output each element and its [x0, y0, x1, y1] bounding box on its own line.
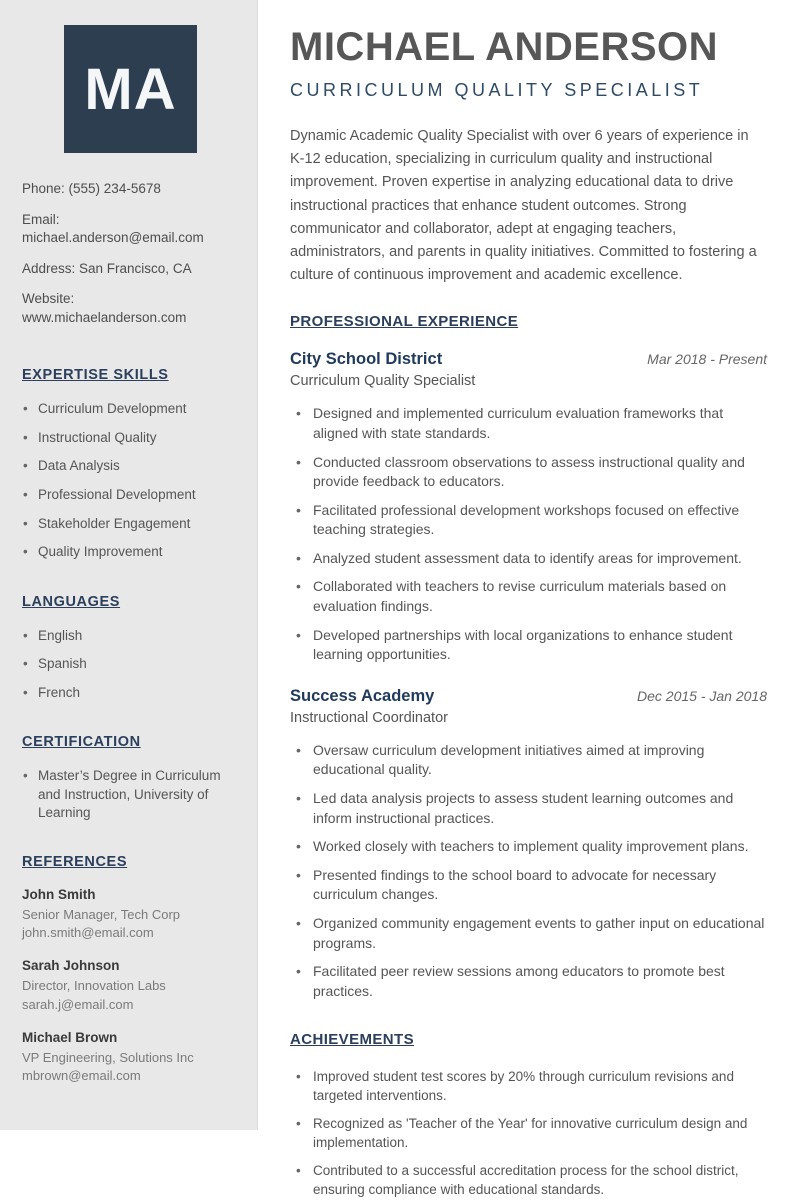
achievement-bullet: • Contributed to a successful accreditation process for the school district, ensuring compliance with educational standards. [296, 1162, 767, 1200]
reference-card [22, 958, 239, 1013]
reference-email: mbrown@email.com [22, 1067, 141, 1083]
skill-item: • Data Analysis [22, 457, 239, 475]
job-bullet: • Organized community engagement events to gather input on educational programs. [296, 914, 767, 953]
monogram-initials: MA [84, 56, 177, 122]
main-content [258, 0, 800, 1197]
job-bullet: • Developed partnerships with local organizations to enhance student learning opportunities. [296, 626, 767, 665]
reference-card [22, 1030, 239, 1085]
expertise-skills-list [22, 400, 239, 562]
achievement-bullet: • Recognized as 'Teacher of the Year' for innovative curriculum design and implementation. [296, 1115, 767, 1153]
reference-role: Senior Manager, Tech Corp [22, 906, 181, 922]
skill-item: • Instructional Quality [22, 429, 239, 447]
certification-heading: CERTIFICATION [22, 734, 141, 751]
job-bullet: • Designed and implemented curriculum evaluation frameworks that aligned with state standards. [296, 404, 767, 443]
job-bullet: • Worked closely with teachers to implement quality improvement plans. [296, 837, 767, 857]
reference-name: John Smith [22, 886, 96, 902]
experience-section [290, 313, 767, 1001]
contact-line: Address: San Francisco, CA [22, 260, 192, 276]
job-bullet: • Conducted classroom observations to assess instructional quality and provide feedback to educators. [296, 453, 767, 492]
job-header [290, 687, 767, 706]
job-dates: Dec 2015 - Jan 2018 [637, 687, 767, 704]
language-item: • French [22, 684, 239, 702]
expertise-skills-section [22, 367, 239, 562]
experience-heading: PROFESSIONAL EXPERIENCE [290, 313, 519, 331]
reference-email: john.smith@email.com [22, 925, 154, 941]
certification-item: • Master’s Degree in Curriculum and Instruction, University of Learning [22, 767, 239, 822]
reference-email: sarah.j@email.com [22, 996, 134, 1012]
achievements-list [290, 1068, 767, 1199]
references-heading: REFERENCES [22, 853, 128, 870]
contact-line: Phone: (555) 234-5678 [22, 181, 161, 196]
expertise-skills-heading: EXPERTISE SKILLS [22, 366, 169, 383]
certification-list [22, 767, 239, 822]
languages-list [22, 627, 239, 703]
skill-item: • Curriculum Development [22, 400, 239, 418]
company-name: City School District [290, 350, 443, 369]
company-name: Success Academy [290, 686, 435, 705]
job-header [290, 350, 767, 369]
job-bullet: • Oversaw curriculum development initiatives aimed at improving educational quality. [296, 741, 767, 780]
sidebar [0, 0, 258, 1130]
skill-item: • Stakeholder Engagement [22, 515, 239, 533]
person-name: MICHAEL ANDERSON [290, 25, 719, 69]
job-bullet-list [290, 404, 767, 665]
skill-item: • Quality Improvement [22, 543, 239, 561]
monogram-avatar [64, 25, 197, 153]
job-entry-success-academy [290, 687, 767, 1002]
languages-section [22, 594, 239, 703]
contact-line: Website: www.michaelanderson.com [22, 291, 187, 325]
language-item: • English [22, 627, 239, 645]
achievement-bullet: • Improved student test scores by 20% through curriculum revisions and targeted interventions. [296, 1068, 767, 1106]
contact-info [22, 180, 239, 327]
achievements-section [290, 1031, 767, 1199]
job-bullet: • Facilitated peer review sessions among educators to promote best practices. [296, 962, 767, 1001]
job-bullet: • Collaborated with teachers to revise curriculum materials based on evaluation findings. [296, 577, 767, 616]
job-bullet: • Facilitated professional development workshops focused on effective teaching strategies. [296, 501, 767, 540]
skill-item: • Professional Development [22, 486, 239, 504]
person-title: CURRICULUM QUALITY SPECIALIST [290, 80, 704, 100]
languages-heading: LANGUAGES [22, 593, 121, 610]
summary-paragraph: Dynamic Academic Quality Specialist with over 6 years of experience in K-12 education, specializing in curriculum quality and instructional improvement. Proven expertise in analyzing educational data to drive instructional practices that enhance student outcomes. Strong communicator and collaborator, adept at engaging teachers, administrators, and parents in quality initiatives. Committed to fostering a culture of continuous improvement and academic excellence. [290, 128, 757, 284]
job-bullet: • Analyzed student assessment data to identify areas for improvement. [296, 549, 767, 569]
reference-name: Sarah Johnson [22, 958, 120, 974]
job-entry-city-school-district [290, 350, 767, 665]
reference-role: VP Engineering, Solutions Inc [22, 1049, 194, 1065]
language-item: • Spanish [22, 655, 239, 673]
achievements-heading: ACHIEVEMENTS [290, 1031, 414, 1049]
job-bullet-list [290, 741, 767, 1002]
job-role: Curriculum Quality Specialist [290, 373, 476, 390]
certification-section [22, 734, 239, 822]
references-list [22, 887, 239, 1085]
reference-name: Michael Brown [22, 1029, 118, 1045]
reference-role: Director, Innovation Labs [22, 978, 166, 994]
job-bullet: • Presented findings to the school board to advocate for necessary curriculum changes. [296, 866, 767, 905]
job-dates: Mar 2018 - Present [647, 351, 767, 368]
contact-line: Email: michael.anderson@email.com [22, 211, 204, 245]
references-section [22, 854, 239, 1085]
job-role: Instructional Coordinator [290, 709, 448, 726]
job-bullet: • Led data analysis projects to assess student learning outcomes and inform instructional practices. [296, 789, 767, 828]
reference-card [22, 887, 239, 942]
